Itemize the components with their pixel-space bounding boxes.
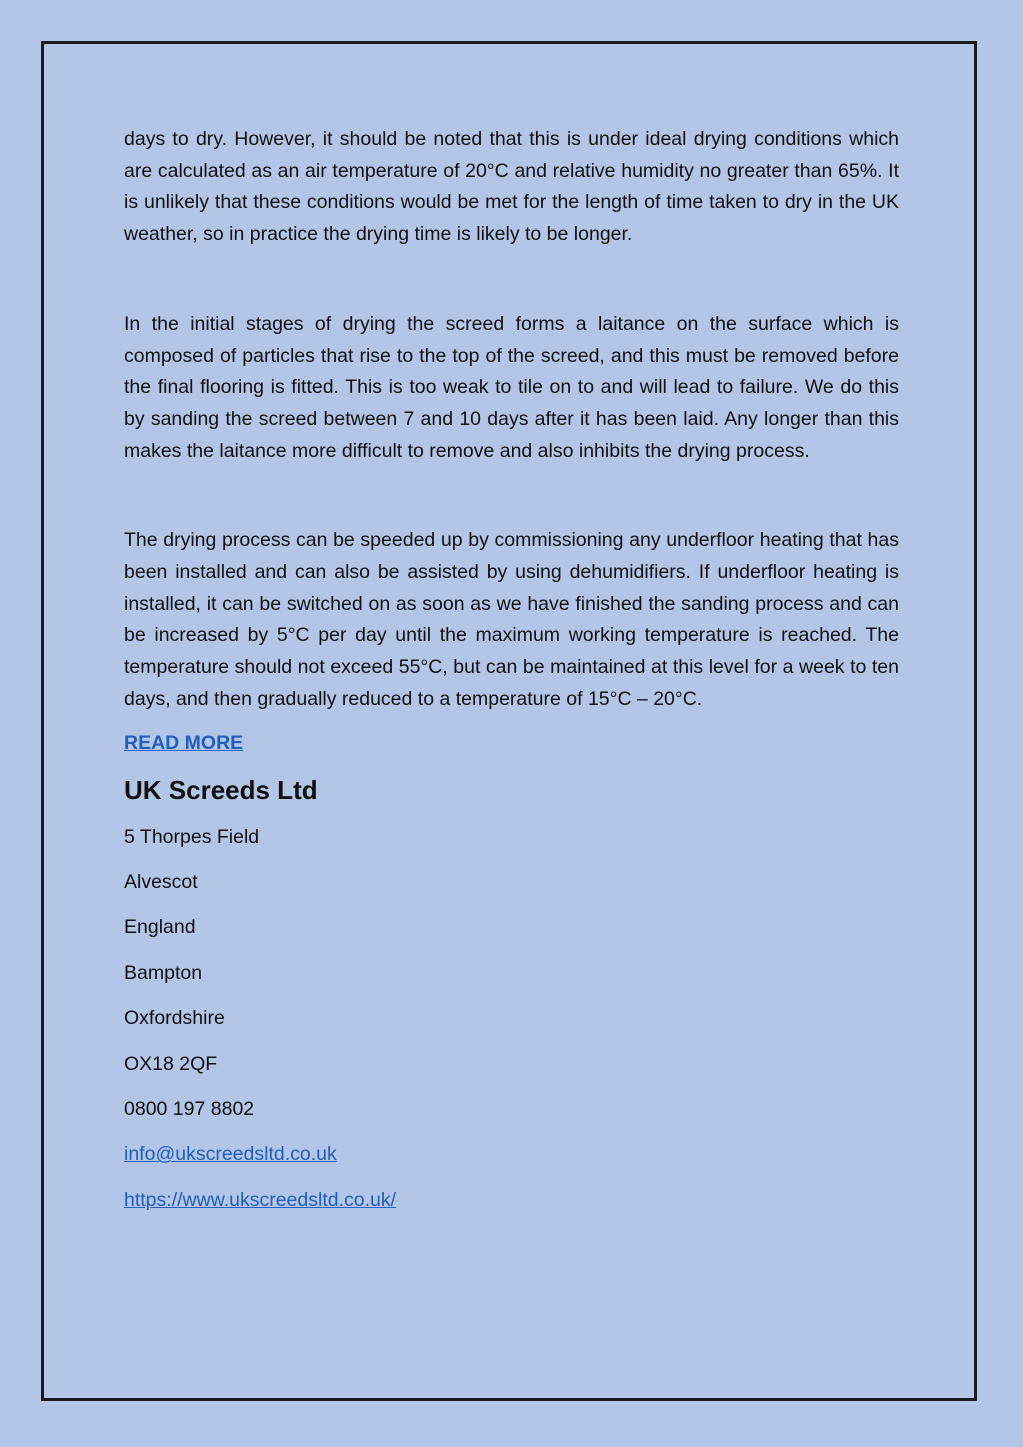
email-link[interactable]: info@ukscreedsltd.co.uk — [124, 1143, 337, 1166]
phone-number: 0800 197 8802 — [124, 1097, 255, 1120]
paragraph-laitance: In the initial stages of drying the screed forms a laitance on the surface which is composed of particles that rise to the top of the screed, and this must be removed before the final flooring is fitted. This is too weak to tile on to and will lead to failure. We do this by sanding the screed between 7 and 10 days after it has been laid. Any longer than this makes the laitance more difficult to remove and also inhibits the drying process. — [124, 312, 899, 462]
document-body — [124, 124, 899, 1216]
address-village: Alvescot — [124, 870, 198, 893]
address-town: Bampton — [124, 961, 203, 984]
address-street: 5 Thorpes Field — [124, 825, 260, 848]
address-county: Oxfordshire — [124, 1007, 225, 1030]
company-name: UK Screeds Ltd — [124, 774, 318, 805]
paragraph-underfloor-heating: The drying process can be speeded up by commissioning any underfloor heating that has been installed and can also be assisted by using dehumidifiers. If underfloor heating is installed, it can be switched on as soon as we have finished the sanding process and can be increased by 5°C per day until the maximum working temperature is reached. The temperature should not exceed 55°C, but can be maintained at this level for a week to ten days, and then gradually reduced to a temperature of 15°C – 20°C. — [124, 529, 899, 710]
address-postcode: OX18 2QF — [124, 1052, 218, 1075]
read-more-link[interactable]: READ MORE — [124, 731, 244, 754]
website-link[interactable]: https://www.ukscreedsltd.co.uk/ — [124, 1188, 397, 1211]
paragraph-drying-time: days to dry. However, it should be noted that this is under ideal drying conditions which are calculated as an air temperature of 20°C and relative humidity no greater than 65%. It is unlikely that these conditions would be met for the length of time taken to dry in the UK weather, so in practice the drying time is likely to be longer. — [124, 128, 899, 246]
website-line — [124, 1185, 899, 1216]
address-country: England — [124, 916, 196, 939]
email-line — [124, 1139, 899, 1170]
